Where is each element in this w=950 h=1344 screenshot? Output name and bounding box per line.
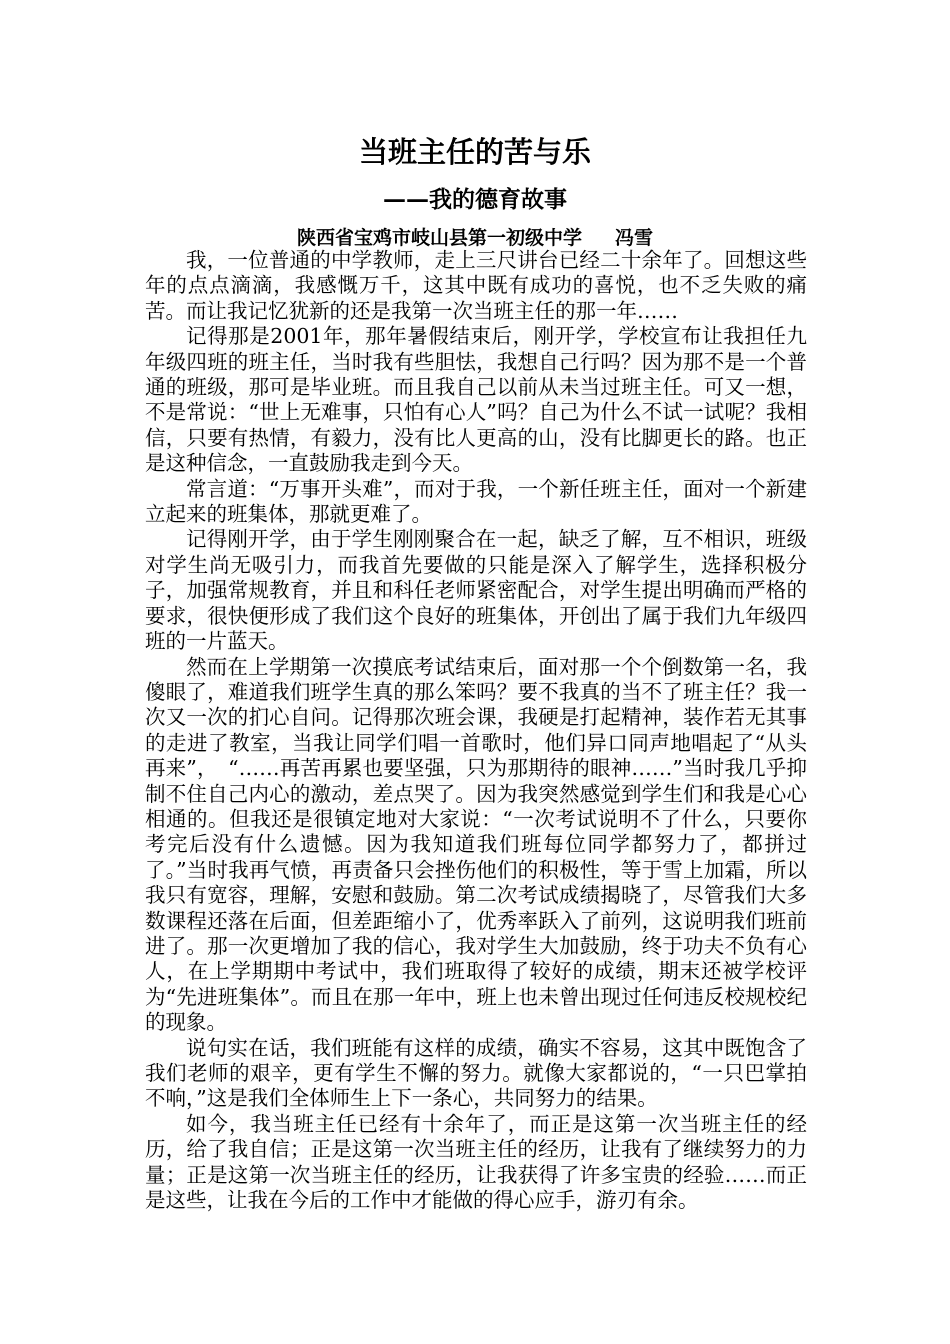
document-subtitle: ——我的德育故事 — [383, 186, 567, 213]
paragraph-2: 记得那是2001年，那年暑假结束后，刚开学，学校宣布让我担任九年级四班的班主任，当时我有些胆怯，我想自己行吗？因为那不是一个普通的班级，那可是毕业班。而且我自己以前从未当过班主任。可又一想，不是常说：“世上无难事，只怕有心人”吗？自己为什么不试一试呢？我相信，只要有热情，有毅力，没有比人更高的山，没有比脚更长的路。也正是这种信念，一直鼓励我走到今天。 — [145, 324, 807, 476]
paragraph-1: 我，一位普通的中学教师，走上三尺讲台已经二十余年了。回想这些年的点点滴滴，我感慨万千，这其中既有成功的喜悦，也不乏失败的痛苦。而让我记忆犹新的还是我第一次当班主任的那一年…… — [145, 248, 807, 323]
document-title: 当班主任的苦与乐 — [358, 135, 591, 169]
paragraph-3: 常言道：“万事开头难”，而对于我，一个新任班主任，面对一个新建立起来的班集体，那就更难了。 — [145, 476, 807, 527]
document-body — [145, 248, 807, 1213]
author-line: 陕西省宝鸡市岐山县第一初级中学 冯雪 — [296, 227, 654, 249]
paragraph-7: 如今，我当班主任已经有十余年了，而正是这第一次当班主任的经历，给了我自信；正是这第一次当班主任的经历，让我有了继续努力的力量；正是这第一次当班主任的经历，让我获得了许多宝贵的经验……而正是这些，让我在今后的工作中才能做的得心应手，游刃有余。 — [145, 1111, 807, 1213]
paragraph-6: 说句实在话，我们班能有这样的成绩，确实不容易，这其中既饱含了我们老师的艰辛，更有学生不懈的努力。就像大家都说的，“一只巴掌拍不响，”这是我们全体师生上下一条心，共同努力的结果。 — [145, 1035, 807, 1111]
paragraph-4: 记得刚开学，由于学生刚刚聚合在一起，缺乏了解，互不相识，班级对学生尚无吸引力，而我首先要做的只能是深入了解学生，选择积极分子，加强常规教育，并且和科任老师紧密配合，对学生提出明确而严格的要求，很快便形成了我们这个良好的班集体，开创出了属于我们九年级四班的一片蓝天。 — [145, 527, 807, 654]
paragraph-5: 然而在上学期第一次摸底考试结束后，面对那一个个倒数第一名，我傻眼了，难道我们班学生真的那么笨吗？要不我真的当不了班主任？我一次又一次的扪心自问。记得那次班会课，我硬是打起精神，装作若无其事的走进了教室，当我让同学们唱一首歌时，他们异口同声地唱起了“从头再来”， “……再苦再累也要坚强，只为那期待的眼神……”当时我几乎抑制不住自己内心的激动，差点哭了。因为我突然感觉到学生们和我是心心相通的。但我还是很镇定地对大家说：“一次考试说明不了什么，只要你考完后没有什么遗憾。因为我知道我们班每位同学都努力了，都拼过了。”当时我再气愤，再责备只会挫伤他们的积极性，等于雪上加霜，所以我只有宽容，理解，安慰和鼓励。第二次考试成绩揭晓了，尽管我们大多数课程还落在后面，但差距缩小了，优秀率跃入了前列，这说明我们班前进了。那一次更增加了我的信心，我对学生大加鼓励，终于功夫不负有心人，在上学期期中考试中，我们班取得了较好的成绩，期末还被学校评为“先进班集体”。而且在那一年中，班上也未曾出现过任何违反校规校纪的现象。 — [145, 654, 807, 1035]
